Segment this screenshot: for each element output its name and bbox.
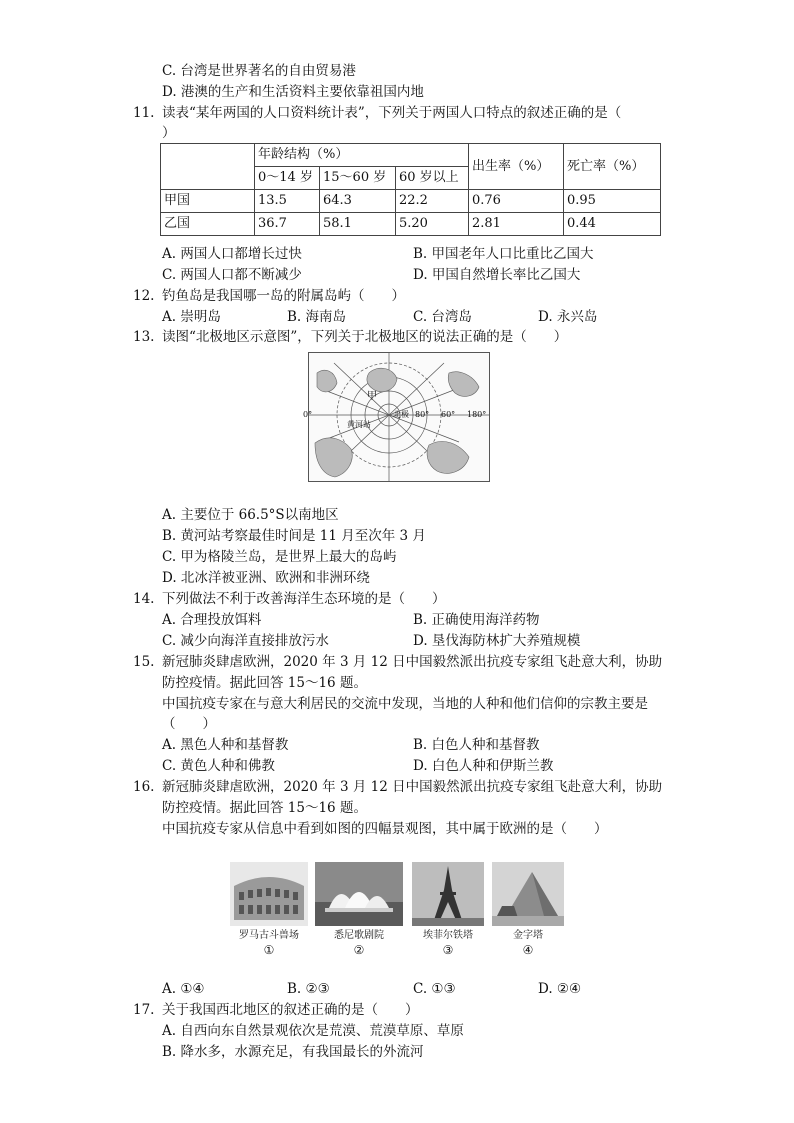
q17-option-a: A. 自西向东自然景观依次是荒漠、荒漠草原、草原 [162, 1023, 464, 1039]
photo-caption: 悉尼歌剧院 [334, 930, 384, 941]
arctic-map [303, 352, 490, 482]
map-label-station: 黄河站 [347, 420, 371, 429]
photo-number: ④ [522, 943, 534, 957]
map-label-jia: 甲 [367, 391, 377, 402]
q14-number: 14. [133, 591, 155, 607]
photo-pyramid [492, 862, 564, 926]
q13-number: 13. [133, 329, 155, 345]
q15-stem-line4: （ ） [162, 716, 216, 732]
map-label-lon60: 60° [441, 410, 456, 419]
table-row [161, 213, 661, 236]
colosseum-icon [230, 862, 308, 926]
photo-colosseum [230, 862, 308, 926]
row-country: 乙国 [161, 213, 255, 236]
header-birth-rate: 出生率（%） [469, 144, 564, 190]
q13-option-a: A. 主要位于 66.5°S以南地区 [162, 507, 339, 523]
q16-stem-line1: 新冠肺炎肆虐欧洲，2020 年 3 月 12 日中国毅然派出抗疫专家组飞赴意大利，协助 [162, 779, 663, 795]
q15-option-c: C. 黄色人种和佛教 [162, 758, 275, 774]
row-country: 甲国 [161, 190, 255, 213]
cell: 5.20 [396, 213, 469, 236]
photo-caption: 罗马古斗兽场 [239, 930, 299, 941]
q13-option-c: C. 甲为格陵兰岛，是世界上最大的岛屿 [162, 549, 397, 565]
q11-option-a: A. 两国人口都增长过快 [162, 246, 302, 262]
q12-option-b: B. 海南岛 [287, 309, 347, 325]
photo-caption: 埃菲尔铁塔 [423, 930, 473, 941]
photo-number: ① [263, 943, 275, 957]
q14-option-c: C. 减少向海洋直接排放污水 [162, 633, 329, 649]
q16-stem-line2: 防控疫情。据此回答 15～16 题。 [162, 800, 367, 816]
header-age-0-14: 0～14 岁 [255, 167, 320, 190]
q14-option-d: D. 垦伐海防林扩大养殖规模 [413, 633, 581, 649]
q11-option-b: B. 甲国老年人口比重比乙国大 [413, 246, 594, 262]
header-age-60-plus: 60 岁以上 [396, 167, 469, 190]
q10-option-c: C. 台湾是世界著名的自由贸易港 [162, 63, 356, 79]
table-corner [161, 144, 255, 190]
photo-number: ③ [442, 943, 454, 957]
population-table [160, 143, 661, 236]
q16-option-d: D. ②④ [538, 981, 582, 997]
q15-number: 15. [133, 654, 155, 670]
cell: 2.81 [469, 213, 564, 236]
q11-stem-close: ） [162, 125, 176, 141]
pyramid-icon [492, 862, 564, 926]
q16-option-c: C. ①③ [413, 981, 456, 997]
cell: 0.95 [564, 190, 661, 213]
q11-option-c: C. 两国人口都不断减少 [162, 267, 302, 283]
q12-option-d: D. 永兴岛 [538, 309, 598, 325]
q13-stem: 读图“北极地区示意图”，下列关于北极地区的说法正确的是（ ） [162, 329, 568, 345]
cell: 58.1 [320, 213, 396, 236]
q17-stem: 关于我国西北地区的叙述正确的是（ ） [162, 1002, 419, 1018]
q10-option-d: D. 港澳的生产和生活资料主要依靠祖国内地 [162, 84, 424, 100]
q16-option-a: A. ①④ [162, 981, 205, 997]
q16-stem-line3: 中国抗疫专家从信息中看到如图的四幅景观图，其中属于欧洲的是（ ） [162, 821, 608, 837]
map-label-lon0: 0° [303, 410, 313, 419]
map-label-north-pole: 北极 [393, 410, 409, 419]
cell: 13.5 [255, 190, 320, 213]
cell: 22.2 [396, 190, 469, 213]
photo-sydney-opera-house [315, 862, 403, 926]
q11-stem: 读表“某年两国的人口资料统计表”，下列关于两国人口特点的叙述正确的是（ [162, 105, 622, 121]
q12-stem: 钓鱼岛是我国哪一岛的附属岛屿（ ） [162, 288, 405, 304]
q13-option-b: B. 黄河站考察最佳时间是 11 月至次年 3 月 [162, 528, 426, 544]
cell: 36.7 [255, 213, 320, 236]
q11-number: 11. [133, 105, 155, 121]
photo-eiffel-tower [412, 862, 484, 926]
q15-option-a: A. 黑色人种和基督教 [162, 737, 289, 753]
opera-house-icon [315, 862, 403, 926]
photo-number: ② [353, 943, 365, 957]
q12-option-c: C. 台湾岛 [413, 309, 472, 325]
q14-option-b: B. 正确使用海洋药物 [413, 612, 540, 628]
q14-stem: 下列做法不利于改善海洋生态环境的是（ ） [162, 591, 446, 607]
map-label-lon180: 180° [467, 410, 487, 419]
cell: 0.76 [469, 190, 564, 213]
header-death-rate: 死亡率（%） [564, 144, 661, 190]
q12-number: 12. [133, 288, 155, 304]
q12-option-a: A. 崇明岛 [162, 309, 221, 325]
cell: 64.3 [320, 190, 396, 213]
q17-number: 17. [133, 1002, 155, 1018]
q15-stem-line1: 新冠肺炎肆虐欧洲，2020 年 3 月 12 日中国毅然派出抗疫专家组飞赴意大利，协助 [162, 654, 663, 670]
q15-option-d: D. 白色人种和伊斯兰教 [413, 758, 554, 774]
map-label-lon80: 80° [415, 410, 430, 419]
q15-option-b: B. 白色人种和基督教 [413, 737, 540, 753]
table-row [161, 190, 661, 213]
q16-option-b: B. ②③ [287, 981, 330, 997]
q13-option-d: D. 北冰洋被亚洲、欧洲和非洲环绕 [162, 570, 370, 586]
q11-option-d: D. 甲国自然增长率比乙国大 [413, 267, 581, 283]
header-age-structure: 年龄结构（%） [255, 144, 469, 167]
q14-option-a: A. 合理投放饵料 [162, 612, 262, 628]
header-age-15-60: 15～60 岁 [320, 167, 396, 190]
photo-caption: 金字塔 [513, 930, 543, 941]
cell: 0.44 [564, 213, 661, 236]
q17-option-b: B. 降水多，水源充足，有我国最长的外流河 [162, 1044, 424, 1060]
q15-stem-line3: 中国抗疫专家在与意大利居民的交流中发现，当地的人种和他们信仰的宗教主要是 [162, 696, 648, 712]
q16-number: 16. [133, 779, 155, 795]
q15-stem-line2: 防控疫情。据此回答 15～16 题。 [162, 675, 367, 691]
eiffel-tower-icon [412, 862, 484, 926]
